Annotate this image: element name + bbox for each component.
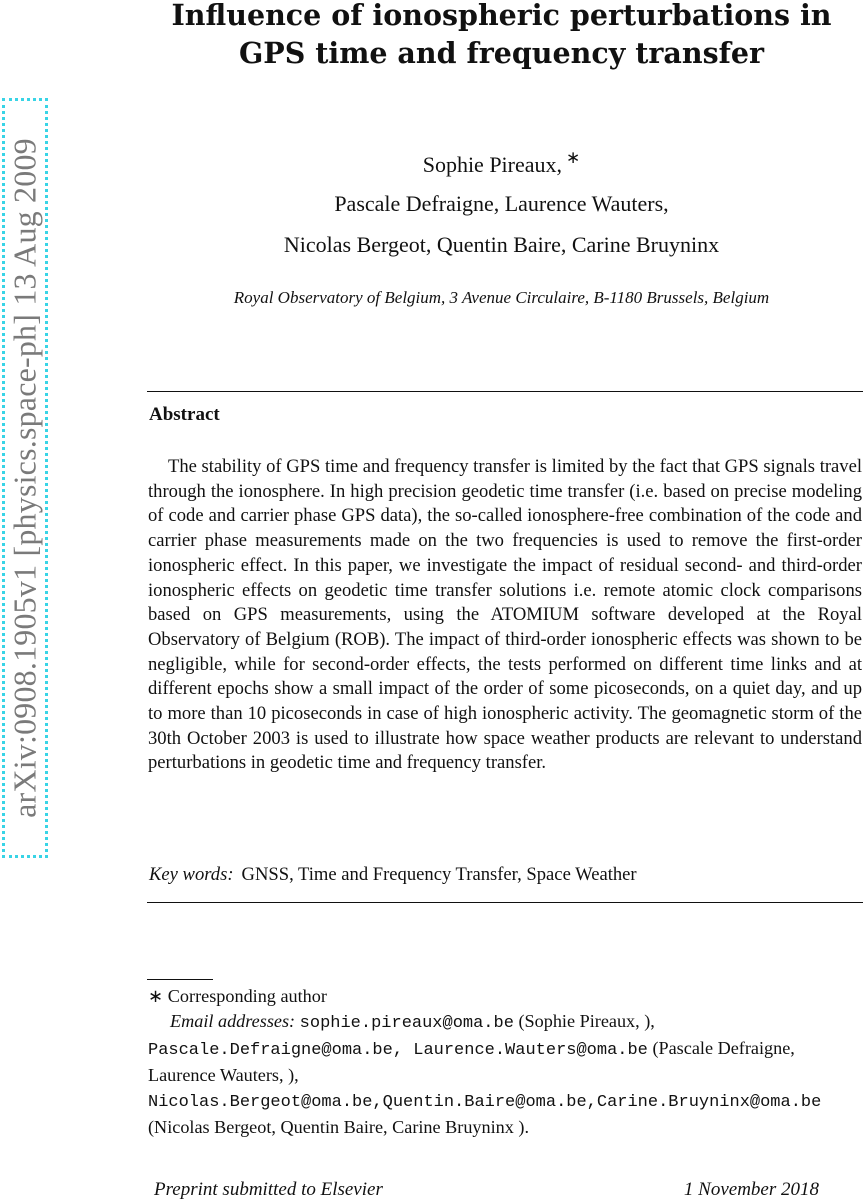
footnote-email-line-2 <box>148 1036 862 1063</box>
keywords-label: Key words: <box>149 864 234 885</box>
keywords <box>149 864 637 886</box>
email-names-1: (Sophie Pireaux, ), <box>518 1011 655 1031</box>
author-names-1: Sophie Pireaux, <box>422 152 563 177</box>
footnote-corresponding <box>148 984 862 1009</box>
footnote-email-line-4 <box>148 1088 862 1115</box>
paper-title: Influence of ionospheric perturbations in GPS time and frequency transfer <box>171 0 832 70</box>
footnote-email-line-1 <box>148 1009 862 1036</box>
footer-preprint: Preprint submitted to Elsevier <box>154 1179 383 1200</box>
abstract-bottom-rule <box>147 902 863 903</box>
abstract-heading: Abstract <box>149 404 220 425</box>
arxiv-stamp-text: arXiv:0908.1905v1 [physics.space-ph] 13 Aug 2009 <box>6 138 43 818</box>
page-footer <box>154 1179 819 1201</box>
footnotes <box>148 984 862 1140</box>
author-line-1 <box>140 148 863 178</box>
email-link-defraigne-wauters[interactable]: Pascale.Defraigne@oma.be, Laurence.Wauters@oma.be <box>148 1041 648 1060</box>
keywords-value: GNSS, Time and Frequency Transfer, Space Weather <box>241 864 637 885</box>
footnote-mark: ∗ <box>148 986 164 1006</box>
abstract-top-rule <box>147 391 863 392</box>
email-addresses-label: Email addresses: <box>170 1011 296 1031</box>
footnote-email-line-3: Laurence Wauters, ), <box>148 1065 299 1085</box>
affiliation: Royal Observatory of Belgium, 3 Avenue Circulaire, B-1180 Brussels, Belgium <box>233 288 770 307</box>
email-link-pireaux[interactable]: sophie.pireaux@oma.be <box>299 1014 514 1033</box>
corresponding-author-mark[interactable]: ∗ <box>566 148 581 167</box>
author-line-2: Pascale Defraigne, Laurence Wauters, <box>334 191 669 216</box>
arxiv-stamp <box>2 98 48 858</box>
author-line-3: Nicolas Bergeot, Quentin Baire, Carine Bruyninx <box>283 232 720 257</box>
email-names-2: (Pascale Defraigne, <box>652 1038 795 1058</box>
abstract-body: The stability of GPS time and frequency transfer is limited by the fact that GPS signals travel through the ionosphere. In high precision geodetic time transfer (i.e. based on precise modeling of code and carrier phase GPS data), the so-called ionosphere-free combination of the code and carrier phase measurements made on the two frequencies is used to remove the first-order ionospheric effect. In this paper, we investigate the impact of residual second- and third-order ionospheric effects on geodetic time transfer solutions i.e. remote atomic clock comparisons based on GPS measurements, using the ATOMIUM software developed at the Royal Observatory of Belgium (ROB). The impact of third-order ionospheric effects was shown to be negligible, while for second-order effects, the tests performed on different time links and at different epochs show a small impact of the order of some picoseconds, on a quiet day, and up to more than 10 picoseconds in case of high ionospheric activity. The geomagnetic storm of the 30th October 2003 is used to illustrate how space weather products are relevant to understand perturbations in geodetic time and frequency transfer. <box>148 456 863 774</box>
email-link-bergeot-baire-bruyninx[interactable]: Nicolas.Bergeot@oma.be,Quentin.Baire@oma.be,Carine.Bruyninx@oma.be <box>148 1093 822 1112</box>
footnote-corresponding-text: Corresponding author <box>167 986 327 1006</box>
footnote-email-line-5: (Nicolas Bergeot, Quentin Baire, Carine Bruyninx ). <box>148 1117 530 1137</box>
footer-date: 1 November 2018 <box>683 1179 819 1200</box>
footnote-rule <box>147 979 213 980</box>
